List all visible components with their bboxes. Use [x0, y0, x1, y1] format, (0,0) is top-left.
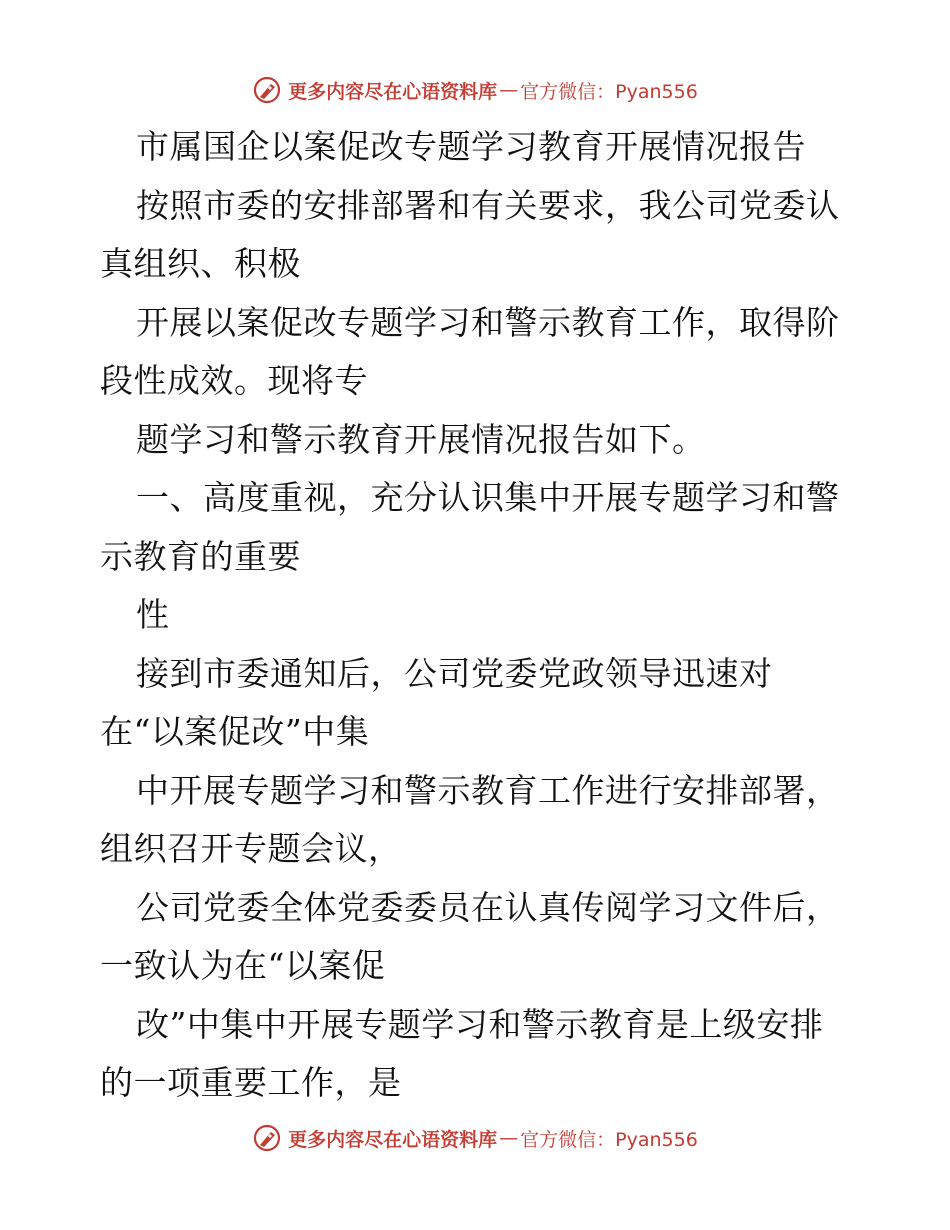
document-line: 题学习和警示教育开展情况报告如下。 — [136, 419, 706, 459]
banner-dash: — — [499, 1127, 519, 1149]
document-line: 开展以案促改专题学习和警示教育工作，取得阶 — [136, 302, 840, 342]
document-line: 一致认为在“以案促 — [100, 946, 386, 985]
document-body — [100, 118, 860, 1113]
banner-wechat: 官方微信：Pyan556 — [520, 1128, 698, 1151]
document-line: 一、高度重视，充分认识集中开展专题学习和警 — [136, 478, 840, 517]
document-line: 改”中集中开展专题学习和警示教育是上级安排 — [136, 1004, 824, 1044]
document-line: 示教育的重要 — [100, 536, 301, 576]
banner-dash: — — [499, 79, 519, 101]
document-line: 公司党委全体党委委员在认真传阅学习文件后， — [136, 887, 840, 927]
document-line: 接到市委通知后，公司党委党政领导迅速对 — [136, 653, 773, 693]
document-line: 段性成效。现将专 — [100, 361, 368, 400]
document-line: 中开展专题学习和警示教育工作进行安排部署， — [136, 770, 840, 810]
footer-watermark-banner — [0, 1118, 950, 1158]
document-line: 真组织、积极 — [100, 244, 301, 283]
header-watermark-banner — [0, 70, 950, 110]
document-line: 在“以案促改”中集 — [100, 712, 370, 751]
document-line: 性 — [136, 595, 170, 634]
pen-nib-circle-logo-icon — [252, 1123, 282, 1153]
pen-nib-circle-logo-icon — [252, 75, 282, 105]
banner-text: 更多内容尽在心语资料库 — [288, 1128, 498, 1151]
document-line: 市属国企以案促改专题学习教育开展情况报告 — [136, 127, 806, 166]
document-line: 组织召开专题会议， — [100, 829, 402, 868]
banner-text: 更多内容尽在心语资料库 — [288, 80, 498, 103]
document-line: 按照市委的安排部署和有关要求，我公司党委认 — [136, 185, 840, 225]
document-line: 的一项重要工作，是 — [100, 1063, 402, 1102]
banner-wechat: 官方微信：Pyan556 — [520, 80, 698, 103]
